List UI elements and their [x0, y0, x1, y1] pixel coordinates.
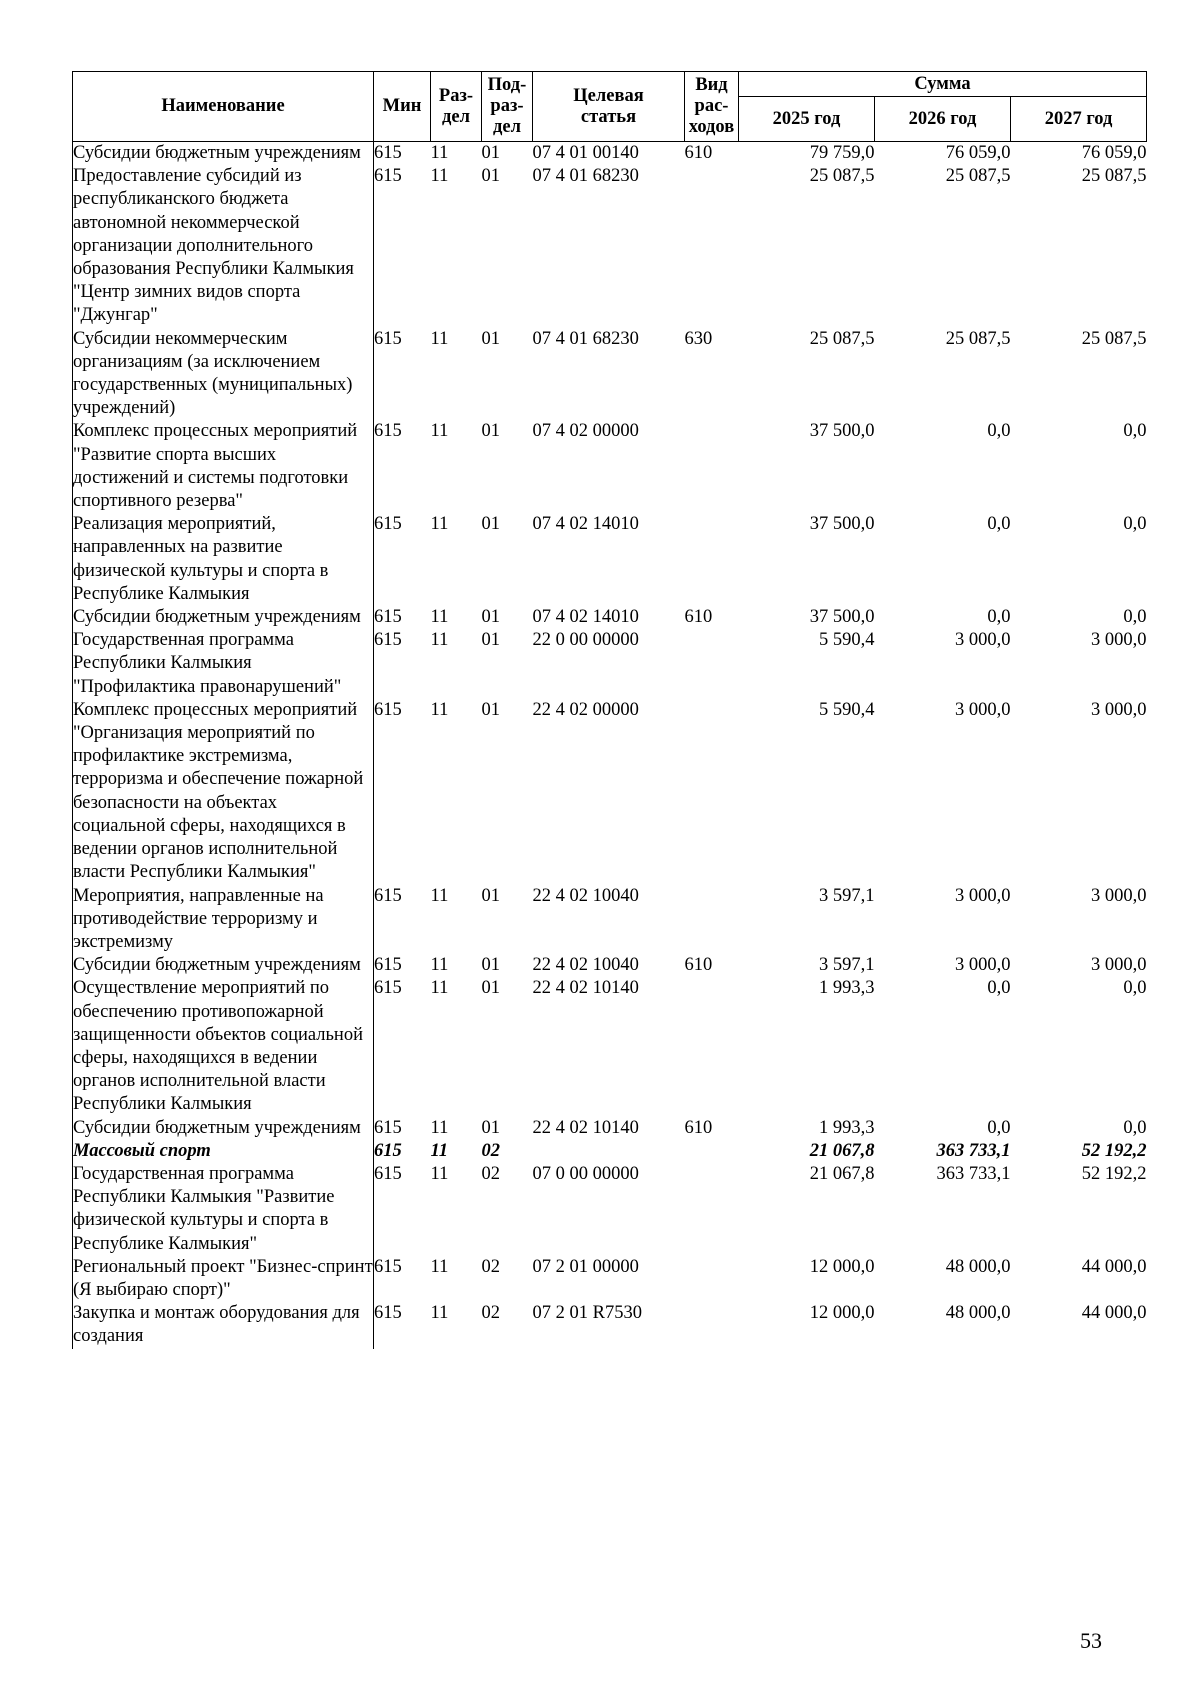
row-min: 615	[374, 514, 402, 535]
row-podrazdel: 01	[481, 955, 500, 976]
row-vid: 610	[684, 607, 713, 628]
row-min: 615	[374, 1140, 402, 1161]
row-podrazdel: 02	[481, 1303, 500, 1324]
row-min: 615	[374, 699, 402, 720]
row-sum-2026: 0,0	[987, 978, 1011, 999]
row-podrazdel: 01	[481, 699, 500, 720]
row-sum-2027: 44 000,0	[1081, 1256, 1147, 1277]
table-row	[73, 513, 1147, 606]
row-podrazdel: 01	[481, 166, 500, 187]
row-vid	[685, 977, 739, 1116]
row-name: Мероприятия, направленные на противодействие терроризму и экстремизму	[73, 885, 374, 955]
row-vid	[685, 629, 739, 699]
row-sum-2027: 52 192,2	[1081, 1163, 1147, 1184]
row-podrazdel: 01	[481, 143, 500, 163]
row-sum-2025: 21 067,8	[809, 1140, 875, 1161]
row-sum-2025: 1 993,3	[819, 978, 875, 999]
row-name: Комплекс процессных мероприятий "Развитие спорта высших достижений и системы подготовки спортивного резерва"	[73, 420, 374, 513]
row-vid: 610	[684, 955, 713, 976]
row-sum-2026: 48 000,0	[945, 1303, 1011, 1324]
row-sum-2025: 25 087,5	[809, 166, 875, 187]
row-name: Массовый спорт	[73, 1140, 374, 1163]
row-vid	[685, 1256, 739, 1302]
row-vid	[685, 165, 739, 327]
row-name: Субсидии бюджетным учреждениям	[73, 606, 374, 629]
row-podrazdel: 01	[481, 630, 500, 651]
row-sum-2025: 5 590,4	[819, 630, 875, 651]
row-vid	[685, 420, 739, 513]
row-vid: 630	[684, 328, 713, 349]
table-row	[73, 420, 1147, 513]
row-razdel: 11	[430, 955, 449, 976]
table-row	[73, 885, 1147, 955]
row-sum-2025: 12 000,0	[809, 1256, 875, 1277]
header-year-2026: 2026 год	[875, 97, 1011, 142]
row-name: Закупка и монтаж оборудования для создания	[73, 1302, 374, 1348]
row-podrazdel: 02	[481, 1256, 500, 1277]
row-sum-2026: 0,0	[987, 514, 1011, 535]
row-sum-2026: 363 733,1	[936, 1140, 1011, 1161]
table-header	[73, 72, 1147, 142]
header-razdel: Раз- дел	[431, 72, 482, 142]
row-sum-2027: 0,0	[1123, 1117, 1147, 1138]
row-name: Субсидии бюджетным учреждениям	[73, 142, 374, 166]
row-celevaya: 22 4 02 10040	[532, 885, 639, 906]
row-sum-2027: 25 087,5	[1081, 328, 1147, 349]
row-razdel: 11	[430, 630, 449, 651]
row-sum-2026: 3 000,0	[955, 955, 1011, 976]
row-podrazdel: 01	[481, 978, 500, 999]
table-row	[73, 328, 1147, 421]
table-row	[73, 1163, 1147, 1256]
row-razdel: 11	[430, 978, 449, 999]
row-vid	[685, 1140, 739, 1163]
row-sum-2027: 3 000,0	[1091, 885, 1147, 906]
row-sum-2026: 0,0	[987, 421, 1011, 442]
table-row	[73, 606, 1147, 629]
row-celevaya: 07 4 02 14010	[532, 514, 639, 535]
row-sum-2027: 3 000,0	[1091, 955, 1147, 976]
row-sum-2025: 79 759,0	[809, 143, 875, 163]
row-vid: 610	[684, 143, 713, 163]
row-min: 615	[374, 978, 402, 999]
row-min: 615	[374, 630, 402, 651]
header-year-2027: 2027 год	[1011, 97, 1147, 142]
row-sum-2026: 25 087,5	[945, 328, 1011, 349]
row-sum-2025: 12 000,0	[809, 1303, 875, 1324]
row-sum-2026: 25 087,5	[945, 166, 1011, 187]
row-sum-2025: 21 067,8	[809, 1163, 875, 1184]
row-sum-2025: 37 500,0	[809, 514, 875, 535]
row-celevaya: 22 4 02 00000	[532, 699, 639, 720]
row-sum-2027: 44 000,0	[1081, 1303, 1147, 1324]
row-vid	[685, 885, 739, 955]
row-sum-2025: 37 500,0	[809, 607, 875, 628]
row-sum-2026: 3 000,0	[955, 699, 1011, 720]
row-name: Осуществление мероприятий по обеспечению противопожарной защищенности объектов социальной сферы, находящихся в ведении органов исполнительной власти Республики Калмыкия	[73, 977, 374, 1116]
row-min: 615	[374, 421, 402, 442]
row-name: Государственная программа Республики Калмыкия "Профилактика правонарушений"	[73, 629, 374, 699]
row-razdel: 11	[430, 699, 449, 720]
row-sum-2025: 5 590,4	[819, 699, 875, 720]
row-razdel: 11	[430, 607, 449, 628]
row-min: 615	[374, 1303, 402, 1324]
table-row	[73, 1302, 1147, 1348]
row-sum-2026: 3 000,0	[955, 885, 1011, 906]
table-row	[73, 165, 1147, 327]
row-celevaya: 07 4 01 68230	[532, 166, 639, 187]
row-razdel: 11	[430, 166, 449, 187]
row-podrazdel: 01	[481, 328, 500, 349]
row-vid	[685, 513, 739, 606]
table-body	[73, 142, 1147, 1349]
row-name: Субсидии бюджетным учреждениям	[73, 954, 374, 977]
row-sum-2026: 0,0	[987, 1117, 1011, 1138]
row-razdel: 11	[430, 1163, 449, 1184]
row-celevaya: 07 4 02 00000	[532, 421, 639, 442]
row-razdel: 11	[430, 1256, 449, 1277]
row-name: Комплекс процессных мероприятий "Организация мероприятий по профилактике экстремизма, терроризма и обеспечение пожарной безопасности на объектах социальной сферы, находящихся в ведении органов исполнительной власти Республики Калмыкия"	[73, 699, 374, 885]
row-sum-2027: 3 000,0	[1091, 699, 1147, 720]
row-sum-2027: 52 192,2	[1081, 1140, 1147, 1161]
row-min: 615	[374, 328, 402, 349]
table-row	[73, 699, 1147, 885]
row-celevaya: 22 0 00 00000	[532, 630, 639, 651]
row-sum-2025: 37 500,0	[809, 421, 875, 442]
row-podrazdel: 02	[481, 1163, 500, 1184]
row-podrazdel: 01	[481, 421, 500, 442]
row-name: Реализация мероприятий, направленных на развитие физической культуры и спорта в Республике Калмыкия	[73, 513, 374, 606]
row-sum-2025: 3 597,1	[819, 955, 875, 976]
row-vid	[685, 699, 739, 885]
header-vid: Вид рас- ходов	[685, 72, 739, 142]
row-name: Государственная программа Республики Калмыкия "Развитие физической культуры и спорта в Республике Калмыкия"	[73, 1163, 374, 1256]
row-min: 615	[374, 607, 402, 628]
header-min: Мин	[374, 72, 431, 142]
row-celevaya: 07 4 01 68230	[532, 328, 639, 349]
row-name: Субсидии некоммерческим организациям (за исключением государственных (муниципальных) учреждений)	[73, 328, 374, 421]
row-celevaya: 07 4 01 00140	[532, 143, 639, 163]
header-podrazdel: Под- раз- дел	[482, 72, 533, 142]
row-min: 615	[374, 885, 402, 906]
row-sum-2025: 1 993,3	[819, 1117, 875, 1138]
row-min: 615	[374, 166, 402, 187]
row-sum-2025: 25 087,5	[809, 328, 875, 349]
row-min: 615	[374, 1117, 402, 1138]
table-row	[73, 954, 1147, 977]
header-summa: Сумма	[739, 72, 1147, 97]
row-sum-2026: 3 000,0	[955, 630, 1011, 651]
table-row	[73, 1256, 1147, 1302]
row-podrazdel: 02	[481, 1140, 500, 1161]
row-celevaya	[533, 1140, 685, 1163]
row-podrazdel: 01	[481, 607, 500, 628]
row-sum-2026: 76 059,0	[945, 143, 1011, 163]
row-razdel: 11	[430, 885, 449, 906]
row-celevaya: 22 4 02 10140	[532, 978, 639, 999]
row-min: 615	[374, 1163, 402, 1184]
row-name: Субсидии бюджетным учреждениям	[73, 1117, 374, 1140]
header-year-2025: 2025 год	[739, 97, 875, 142]
row-sum-2027: 0,0	[1123, 514, 1147, 535]
row-sum-2027: 3 000,0	[1091, 630, 1147, 651]
row-podrazdel: 01	[481, 514, 500, 535]
row-min: 615	[374, 143, 402, 163]
row-sum-2027: 25 087,5	[1081, 166, 1147, 187]
row-podrazdel: 01	[481, 1117, 500, 1138]
row-razdel: 11	[430, 1140, 448, 1161]
page-number: 53	[1080, 1628, 1102, 1653]
row-min: 615	[374, 955, 402, 976]
table-row	[73, 142, 1147, 166]
row-celevaya: 22 4 02 10140	[532, 1117, 639, 1138]
row-razdel: 11	[430, 328, 449, 349]
row-podrazdel: 01	[481, 885, 500, 906]
row-razdel: 11	[430, 421, 449, 442]
row-vid	[685, 1163, 739, 1256]
row-sum-2027: 0,0	[1123, 607, 1147, 628]
row-sum-2026: 0,0	[987, 607, 1011, 628]
row-vid: 610	[684, 1117, 713, 1138]
row-sum-2026: 363 733,1	[936, 1163, 1011, 1184]
row-name: Предоставление субсидий из республиканского бюджета автономной некоммерческой организации дополнительного образования Республики Калмыкия "Центр зимних видов спорта "Джунгар"	[73, 165, 374, 327]
row-celevaya: 07 2 01 R7530	[532, 1303, 642, 1324]
row-vid	[685, 1302, 739, 1348]
table-row	[73, 629, 1147, 699]
header-celevaya: Целевая статья	[533, 72, 685, 142]
row-sum-2027: 0,0	[1123, 978, 1147, 999]
row-sum-2027: 76 059,0	[1081, 143, 1147, 163]
row-celevaya: 22 4 02 10040	[532, 955, 639, 976]
row-razdel: 11	[430, 1117, 449, 1138]
row-razdel: 11	[430, 143, 449, 163]
row-name: Региональный проект "Бизнес-спринт (Я выбираю спорт)"	[73, 1256, 374, 1302]
row-sum-2026: 48 000,0	[945, 1256, 1011, 1277]
budget-table	[72, 71, 1147, 1349]
table-row	[73, 977, 1147, 1116]
row-celevaya: 07 0 00 00000	[532, 1163, 639, 1184]
row-sum-2025: 3 597,1	[819, 885, 875, 906]
row-sum-2027: 0,0	[1123, 421, 1147, 442]
row-celevaya: 07 2 01 00000	[532, 1256, 639, 1277]
row-min: 615	[374, 1256, 402, 1277]
row-celevaya: 07 4 02 14010	[532, 607, 639, 628]
row-razdel: 11	[430, 514, 449, 535]
table-row	[73, 1140, 1147, 1163]
table-row	[73, 1117, 1147, 1140]
row-razdel: 11	[430, 1303, 449, 1324]
header-name: Наименование	[73, 72, 374, 142]
